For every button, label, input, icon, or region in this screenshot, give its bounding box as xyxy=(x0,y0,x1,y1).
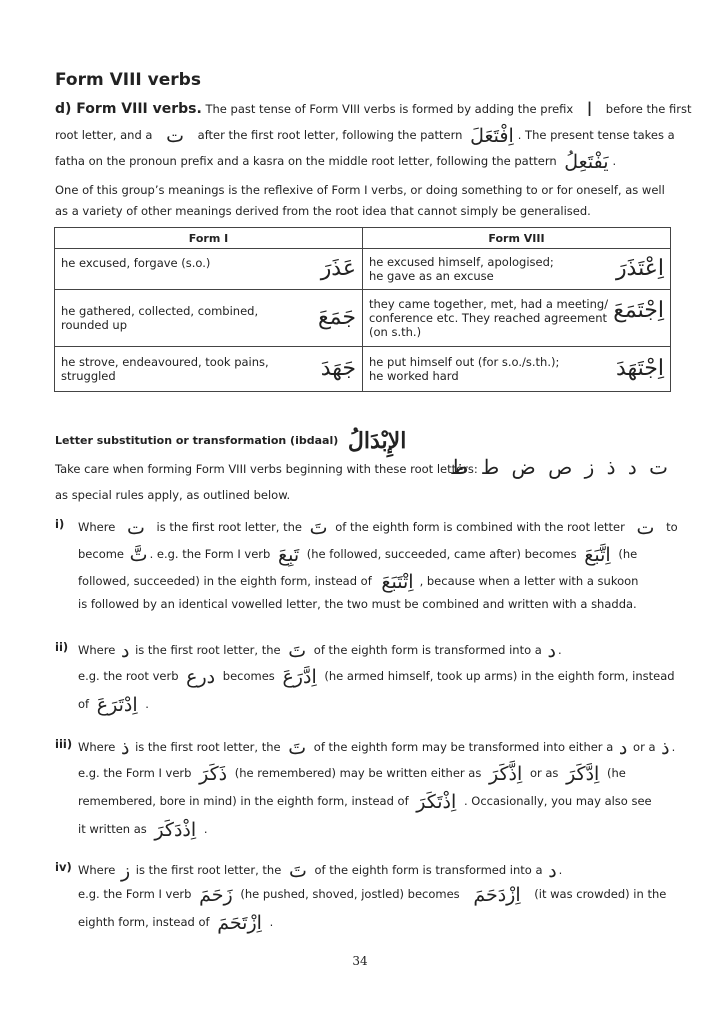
table-cell-form-1 xyxy=(55,249,363,290)
arabic-verb: ذَكَرَ xyxy=(199,763,228,785)
table-row xyxy=(55,290,671,347)
arabic-root: درع xyxy=(186,666,216,688)
intro-text: before the first xyxy=(605,102,692,116)
arabic-letter: ذ xyxy=(120,737,130,759)
intro-line-3 xyxy=(55,151,616,173)
item-number: iv) xyxy=(55,860,72,874)
arabic-letter: د xyxy=(618,737,628,759)
arabic-letter: تَ xyxy=(288,737,307,759)
arabic-verb: اِدَّرَعَ xyxy=(282,666,317,688)
arabic-term: ت xyxy=(166,125,184,147)
intro-text: root letter, and a xyxy=(55,128,153,142)
item-iii-line-4: it written as اِذْدَكَرَ . xyxy=(78,819,208,841)
table-row xyxy=(55,347,671,392)
intro-text: . The present tense takes a xyxy=(517,128,675,142)
section-paragraph-line-2: as special rules apply, as outlined below. xyxy=(55,488,291,502)
verb-table xyxy=(54,227,671,392)
item-i-line-3: followed, succeeded) in the eighth form, instead of اِتْتَبَعَ , because when a letter with a sukoon xyxy=(78,571,639,593)
table-cell-form-1 xyxy=(55,347,363,392)
arabic-letter: ت xyxy=(636,517,655,539)
intro-text: . xyxy=(612,154,617,168)
intro-paragraph-2a: One of this group’s meanings is the reflexive of Form I verbs, or doing something to or for oneself, as well xyxy=(55,183,665,197)
intro-paragraph-2b: as a variety of other meanings derived from the root idea that cannot simply be generalised. xyxy=(55,204,591,218)
table-row xyxy=(55,249,671,290)
arabic-term: ا xyxy=(586,99,593,121)
arabic-verb: اِجْتَهَدَ xyxy=(615,356,664,381)
arabic-letter: تَّ xyxy=(129,544,148,566)
page-number: 34 xyxy=(352,954,368,968)
intro-line-2 xyxy=(55,125,675,147)
arabic-verb: جَهَدَ xyxy=(320,356,356,381)
arabic-letter: د xyxy=(120,640,130,662)
item-iv-line-3: eighth form, instead of اِزْتَحَمَ . xyxy=(78,912,274,934)
item-number: i) xyxy=(55,517,65,531)
arabic-letter: ز xyxy=(120,860,131,882)
item-number: ii) xyxy=(55,640,69,654)
item-iii-line-1: Where ذ is the first root letter, the تَ of the eighth form may be transformed into either a د or a ذ . xyxy=(78,737,676,759)
section-heading-arabic: الإِبْدَالُ xyxy=(347,428,407,454)
item-iv-line-2: e.g. the Form I verb زَحَمَ (he pushed, shoved, jostled) becomes اِزْدَحَمَ (it was crowded) in the xyxy=(78,884,667,906)
item-ii-line-3: of اِدْتَرَعَ . xyxy=(78,694,149,716)
item-ii-line-1: Where د is the first root letter, the تَ of the eighth form is transformed into a د . xyxy=(78,640,562,662)
item-iii-line-2: e.g. the Form I verb ذَكَرَ (he remembered) may be written either as اِذَّكَرَ or as اِدَّكَرَ (he xyxy=(78,763,626,785)
arabic-verb: اِعْتَذَرَ xyxy=(615,256,664,281)
item-i-line-4: is followed by an identical vowelled letter, the two must be combined and written with a shadda. xyxy=(78,597,637,611)
arabic-pattern: اِفْتَعَلَ xyxy=(470,125,514,147)
intro-text: after the first root letter, following the pattern xyxy=(197,128,463,142)
arabic-verb: اِذَّكَرَ xyxy=(489,763,523,785)
page-title: Form VIII verbs xyxy=(55,70,201,90)
arabic-verb: اِزْتَحَمَ xyxy=(217,912,262,934)
arabic-verb: عَذَرَ xyxy=(320,256,356,281)
arabic-verb: اِذْتَكَرَ xyxy=(416,791,457,813)
table-cell-form-8 xyxy=(363,347,671,392)
item-i-line-2: become تَّ . e.g. the Form I verb تَبِعَ (he followed, succeeded, came after) becomes اِتَّبَعَ (he xyxy=(78,544,638,566)
section-paragraph-line-1 xyxy=(55,462,478,476)
table-cell-form-8 xyxy=(363,249,671,290)
arabic-verb: اِزْدَحَمَ xyxy=(473,884,521,906)
arabic-letter: تَ xyxy=(309,517,328,539)
arabic-verb: تَبِعَ xyxy=(277,544,300,566)
intro-line-1 xyxy=(55,99,691,121)
section-heading-text: Letter substitution or transformation (ibdaal) xyxy=(55,434,339,447)
arabic-pattern: يَفْتَعِلُ xyxy=(564,151,609,173)
table-header-form-1: Form I xyxy=(55,228,363,249)
arabic-verb: اِذْدَكَرَ xyxy=(154,819,197,841)
meaning: they came together, met, had a meeting/ conference etc. They reached agreement (on s.th.) xyxy=(369,297,609,339)
arabic-verb: اِتَّبَعَ xyxy=(584,544,611,566)
meaning: he strove, endeavoured, took pains, struggled xyxy=(61,355,269,383)
intro-text: The past tense of Form VIII verbs is formed by adding the prefix xyxy=(205,102,574,116)
meaning: he excused himself, apologised; he gave as an excuse xyxy=(369,255,554,283)
table-cell-form-8 xyxy=(363,290,671,347)
intro-text: fatha on the pronoun prefix and a kasra on the middle root letter, following the pattern xyxy=(55,154,557,168)
arabic-letter: تَ xyxy=(288,860,307,882)
arabic-letter: ت xyxy=(126,517,145,539)
arabic-letter: تَ xyxy=(288,640,307,662)
arabic-letter: د xyxy=(547,640,556,662)
meaning: he gathered, collected, combined, rounded up xyxy=(61,304,259,332)
arabic-verb: زَحَمَ xyxy=(199,884,233,906)
item-ii-line-2: e.g. the root verb درع becomes اِدَّرَعَ (he armed himself, took up arms) in the eighth form, instead xyxy=(78,666,675,688)
arabic-verb: اِتْتَبَعَ xyxy=(381,571,414,593)
item-number: iii) xyxy=(55,737,73,751)
section-text: Take care when forming Form VIII verbs beginning with these root letters: xyxy=(55,462,478,476)
item-iv-line-1: Where ز is the first root letter, the تَ of the eighth form is transformed into a د . xyxy=(78,860,563,882)
table-header-row xyxy=(55,228,671,249)
item-iii-line-3: remembered, bore in mind) in the eighth form, instead of اِذْتَكَرَ . Occasionally, you may also see xyxy=(78,791,652,813)
table-cell-form-1 xyxy=(55,290,363,347)
meaning: he put himself out (for s.o./s.th.); he worked hard xyxy=(369,355,560,383)
section-heading xyxy=(55,428,406,454)
arabic-verb: اِجْتَمَعَ xyxy=(613,298,664,323)
table-header-form-8: Form VIII xyxy=(363,228,671,249)
meaning: he excused, forgave (s.o.) xyxy=(61,255,211,270)
intro-heading: d) Form VIII verbs. xyxy=(55,101,202,117)
arabic-verb: اِدَّكَرَ xyxy=(566,763,600,785)
arabic-letter: ذ xyxy=(661,737,670,759)
item-i-line-1: Where ت is the first root letter, the تَ of the eighth form is combined with the root letter ت to xyxy=(78,517,678,539)
arabic-letter: د xyxy=(548,860,557,882)
arabic-verb: جَمَعَ xyxy=(317,305,356,330)
arabic-verb: اِدْتَرَعَ xyxy=(96,694,138,716)
root-letters-list: ت د ذ ز ص ض ط ظ xyxy=(449,455,668,479)
